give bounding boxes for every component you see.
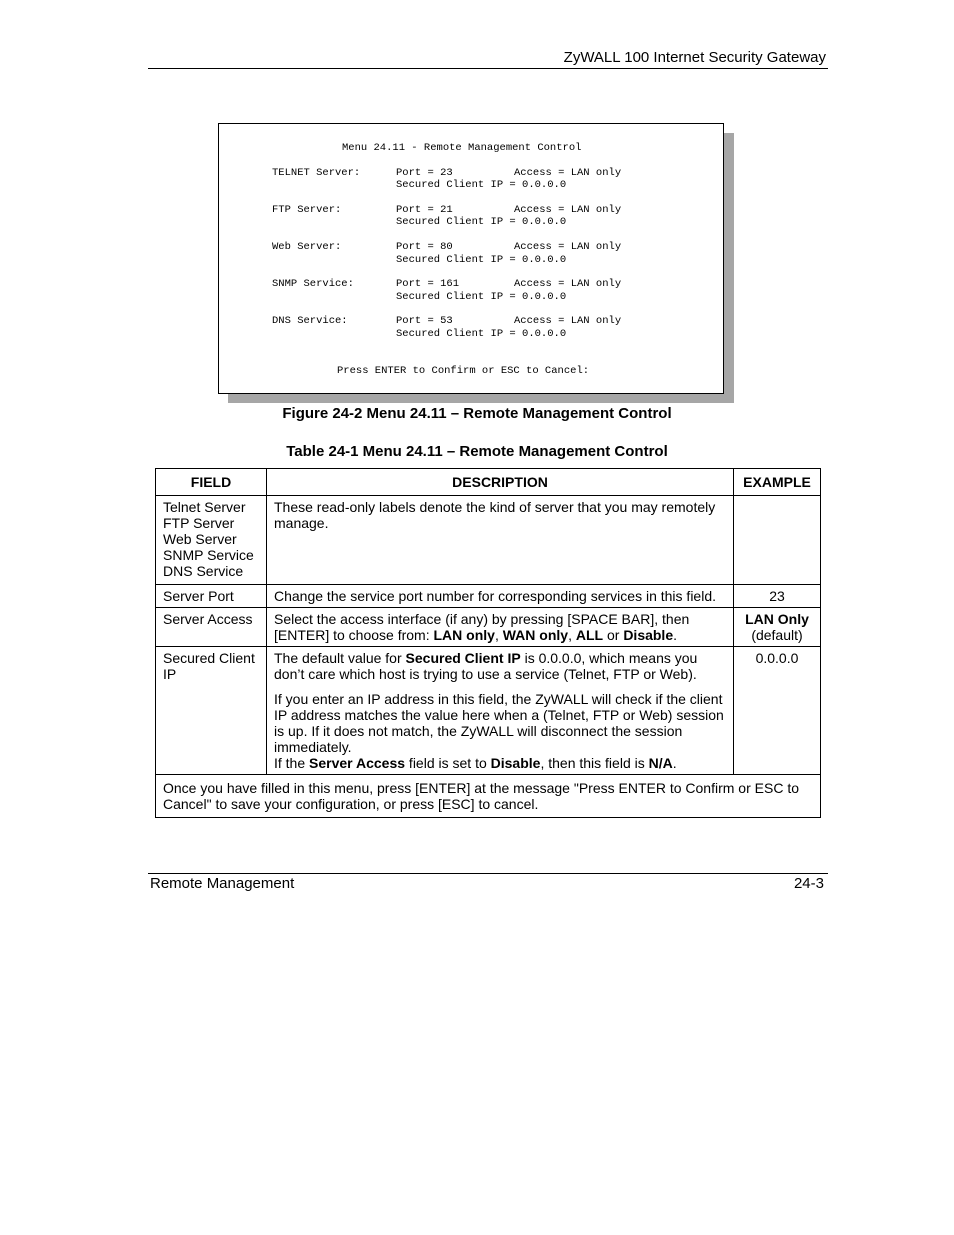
- text-run: field is set to: [405, 755, 491, 771]
- terminal-service-secured-ip: Secured Client IP = 0.0.0.0: [396, 216, 567, 228]
- text-bold: N/A: [648, 755, 673, 771]
- description-cell: [267, 608, 734, 647]
- text-run: The default value for: [274, 650, 406, 666]
- terminal-service-access: Access = LAN only: [514, 241, 622, 253]
- example-cell: 0.0.0.0: [734, 647, 821, 775]
- field-cell: Secured Client IP: [156, 647, 267, 775]
- option-disable: Disable: [623, 627, 674, 643]
- terminal-service-label: TELNET Server:: [272, 167, 361, 179]
- footer-page-number: 24-3: [793, 875, 824, 892]
- field-cell: Server Port: [156, 585, 267, 608]
- table-row: [156, 608, 821, 647]
- text-bold: Disable: [490, 755, 541, 771]
- terminal-service-secured-ip: Secured Client IP = 0.0.0.0: [396, 179, 567, 191]
- text-bold: Server Access: [309, 755, 406, 771]
- terminal-service-label: FTP Server:: [272, 204, 342, 216]
- footer-section-title: Remote Management: [150, 875, 295, 892]
- description-cell: These read-only labels denote the kind of server that you may remotely manage.: [267, 496, 734, 585]
- option-all: ALL: [575, 627, 604, 643]
- description-cell: Change the service port number for corresponding services in this field.: [267, 585, 734, 608]
- terminal-service-port: Port = 23: [396, 167, 453, 179]
- table-footer-row: [156, 775, 821, 818]
- field-name: DNS Service: [163, 563, 244, 579]
- text-run: ,: [494, 627, 503, 643]
- example-note: (default): [751, 627, 803, 643]
- terminal-screen: [218, 123, 724, 394]
- example-cell: [734, 496, 821, 585]
- table-row: [156, 496, 821, 585]
- example-cell: 23: [734, 585, 821, 608]
- terminal-service-secured-ip: Secured Client IP = 0.0.0.0: [396, 291, 567, 303]
- description-cell: [267, 647, 734, 775]
- text-run: If the: [274, 755, 310, 771]
- option-wan-only: WAN only: [502, 627, 569, 643]
- example-value: LAN Only: [745, 611, 809, 627]
- terminal-prompt: Press ENTER to Confirm or ESC to Cancel:: [337, 365, 590, 377]
- option-lan-only: LAN only: [433, 627, 495, 643]
- field-name: Web Server: [163, 531, 237, 547]
- text-run: or: [603, 627, 624, 643]
- footer-rule: [148, 873, 828, 874]
- text-run: , then this field is: [540, 755, 649, 771]
- text-run: is 0.0.0.0, which means you don’t care which host is trying to use a service (Telnet, FTP or Web).: [274, 650, 698, 682]
- header-rule: [148, 68, 828, 69]
- terminal-service-label: DNS Service:: [272, 315, 348, 327]
- terminal-service-port: Port = 80: [396, 241, 453, 253]
- remote-management-table: [155, 468, 821, 818]
- page-header-title: ZyWALL 100 Internet Security Gateway: [563, 49, 826, 66]
- text-run: .: [673, 627, 678, 643]
- table-caption: Table 24-1 Menu 24.11 – Remote Management Control: [286, 443, 668, 460]
- terminal-service-access: Access = LAN only: [514, 167, 622, 179]
- text-bold: Secured Client IP: [405, 650, 521, 666]
- text-run: Select the access interface (if any) by pressing [SPACE BAR], then [ENTER] to choose from:: [274, 611, 690, 643]
- text-run: If you enter an IP address in this field, the ZyWALL will check if the client IP address matches the value here when a (Telnet, FTP or Web) session is up. If it does not match, the ZyWALL will disconnect the session immediately.: [274, 691, 724, 755]
- field-name: SNMP Service: [163, 547, 254, 563]
- footer-note-cell: Once you have filled in this menu, press [ENTER] at the message "Press ENTER to Confirm or ESC to Cancel" to save your configuration, or press [ESC] to cancel.: [156, 775, 821, 818]
- table-row: [156, 647, 821, 775]
- terminal-service-port: Port = 21: [396, 204, 453, 216]
- terminal-service-port: Port = 161: [396, 278, 460, 290]
- terminal-service-access: Access = LAN only: [514, 278, 622, 290]
- header-example: EXAMPLE: [734, 469, 821, 496]
- table-row: [156, 585, 821, 608]
- terminal-service-access: Access = LAN only: [514, 315, 622, 327]
- terminal-service-label: SNMP Service:: [272, 278, 354, 290]
- example-cell: [734, 608, 821, 647]
- figure-caption: Figure 24-2 Menu 24.11 – Remote Management Control: [282, 405, 672, 422]
- text-run: .: [672, 755, 677, 771]
- terminal-service-port: Port = 53: [396, 315, 453, 327]
- terminal-service-label: Web Server:: [272, 241, 342, 253]
- terminal-service-access: Access = LAN only: [514, 204, 622, 216]
- header-description: DESCRIPTION: [267, 469, 734, 496]
- header-field: FIELD: [156, 469, 267, 496]
- terminal-title: Menu 24.11 - Remote Management Control: [342, 142, 582, 154]
- description-paragraph: [274, 691, 726, 771]
- field-cell: Server Access: [156, 608, 267, 647]
- terminal-service-secured-ip: Secured Client IP = 0.0.0.0: [396, 254, 567, 266]
- field-cell: [156, 496, 267, 585]
- table-header-row: [156, 469, 821, 496]
- field-name: FTP Server: [163, 515, 235, 531]
- terminal-service-secured-ip: Secured Client IP = 0.0.0.0: [396, 328, 567, 340]
- text-run: ,: [568, 627, 576, 643]
- field-name: Telnet Server: [163, 499, 246, 515]
- description-paragraph: [274, 650, 726, 682]
